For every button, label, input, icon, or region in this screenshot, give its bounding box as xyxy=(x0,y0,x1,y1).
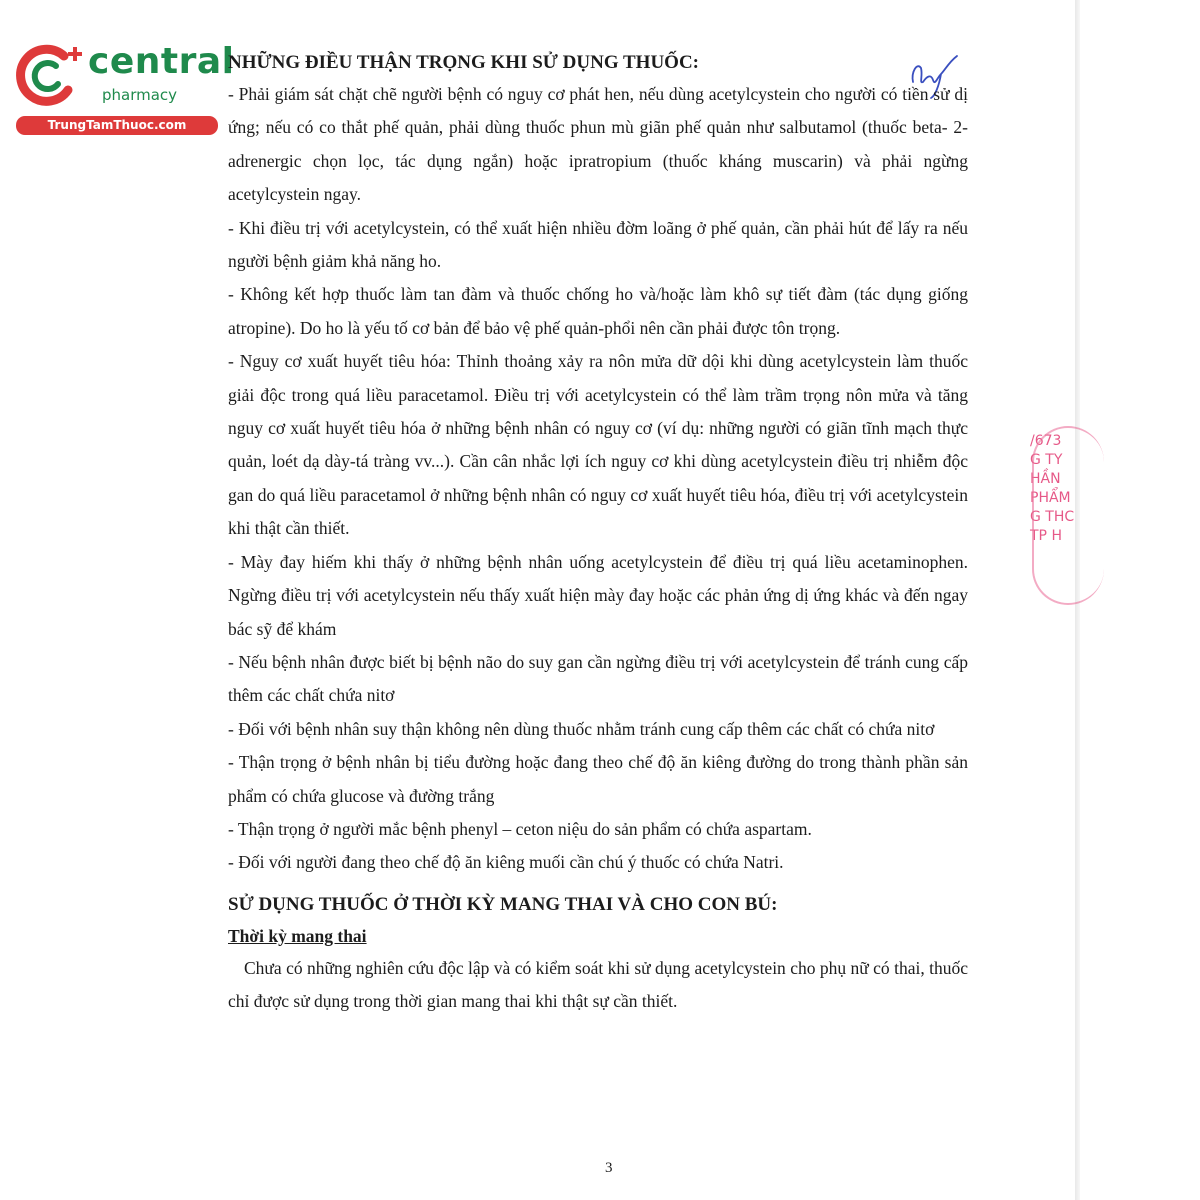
paragraph: - Không kết hợp thuốc làm tan đàm và thuốc chống ho và/hoặc làm khô sự tiết đàm (tác dụng giống atropine). Do ho là yếu tố cơ bản để bảo vệ phế quản-phổi nên cần phải được tôn trọng. xyxy=(228,284,968,338)
paragraph: - Thận trọng ở bệnh nhân bị tiểu đường hoặc đang theo chế độ ăn kiêng đường do trong thành phần sản phẩm có chứa glucose và đường trắng xyxy=(228,752,968,806)
paragraph: Chưa có những nghiên cứu độc lập và có kiểm soát khi sử dụng acetylcystein cho phụ nữ có thai, thuốc chỉ được sử dụng trong thời gian mang thai khi thật sự cần thiết. xyxy=(228,957,968,1012)
stamp-line: TP H xyxy=(1030,528,1062,544)
stamp-line: /673 xyxy=(1030,433,1062,449)
subheading-pregnancy: Thời kỳ mang thai xyxy=(228,925,367,946)
document-body xyxy=(228,48,968,1019)
central-pharmacy-logo[interactable] xyxy=(10,38,235,138)
paragraph: - Mày đay hiếm khi thấy ở những bệnh nhân uống acetylcystein để điều trị quá liều acetaminophen. Ngừng điều trị với acetylcystein nếu thấy xuất hiện mày đay hoặc các phản ứng dị ứng khác và đến ngay bác sỹ để khám xyxy=(228,551,968,639)
logo-name: central xyxy=(88,41,235,82)
paragraph: - Nếu bệnh nhân được biết bị bệnh não do suy gan cần ngừng điều trị với acetylcystein để tránh cung cấp thêm các chất chứa nitơ xyxy=(228,651,968,706)
section-title-pregnancy: SỬ DỤNG THUỐC Ở THỜI KỲ MANG THAI VÀ CHO CON BÚ: xyxy=(228,893,778,915)
stamp-ring xyxy=(1032,426,1104,605)
paragraph: - Đối với bệnh nhân suy thận không nên dùng thuốc nhằm tránh cung cấp thêm các chất có chứa nitơ xyxy=(228,718,935,739)
stamp-line: HẦN xyxy=(1030,471,1061,487)
stamp-line: PHẨM xyxy=(1030,490,1071,506)
page-number: 3 xyxy=(605,1160,613,1176)
logo-subtitle: pharmacy xyxy=(102,86,178,104)
company-stamp xyxy=(1030,432,1082,546)
stamp-line: G THC xyxy=(1030,509,1075,525)
section-title-precautions: NHỮNG ĐIỀU THẬN TRỌNG KHI SỬ DỤNG THUỐC: xyxy=(228,52,700,73)
paragraph: - Phải giám sát chặt chẽ người bệnh có nguy cơ phát hen, nếu dùng acetylcystein cho người có tiền sử dị ứng; nếu có co thắt phế quản, phải dùng thuốc phun mù giãn phế quản như salbutamol (thuốc beta- 2- adrenergic chọn lọc, tác dụng ngắn) hoặc ipratropium (thuốc kháng muscarin) và phải ngừng acetylcystein ngay. xyxy=(228,84,968,205)
paragraph: - Khi điều trị với acetylcystein, có thể xuất hiện nhiều đờm loãng ở phế quản, cần phải hút để lấy ra nếu người bệnh giảm khả năng ho. xyxy=(228,217,968,272)
stamp-line: G TY xyxy=(1030,452,1063,468)
paragraph: - Đối với người đang theo chế độ ăn kiêng muối cần chú ý thuốc có chứa Natri. xyxy=(228,852,784,873)
logo-url[interactable]: TrungTamThuoc.com xyxy=(16,116,218,135)
pharmacy-logo-icon xyxy=(10,38,90,110)
section-gap xyxy=(228,880,968,890)
paragraph: - Thận trọng ở người mắc bệnh phenyl – ceton niệu do sản phẩm có chứa aspartam. xyxy=(228,818,812,839)
paragraph: - Nguy cơ xuất huyết tiêu hóa: Thỉnh thoảng xảy ra nôn mửa dữ dội khi dùng acetylcystein làm thuốc giải độc trong quá liều paracetamol. Điều trị với acetylcystein có thể làm trầm trọng nôn mửa và tăng nguy cơ xuất huyết tiêu hóa ở những bệnh nhân có nguy cơ (ví dụ: những người có giãn tĩnh mạch thực quản, loét dạ dày-tá tràng vv...). Cần cân nhắc lợi ích nguy cơ khi dùng acetylcystein điều trị nhiễm độc gan do quá liều paracetamol ở những bệnh nhân có nguy cơ xuất huyết tiêu hóa, điều trị với acetylcystein khi thật cần thiết. xyxy=(228,351,968,539)
